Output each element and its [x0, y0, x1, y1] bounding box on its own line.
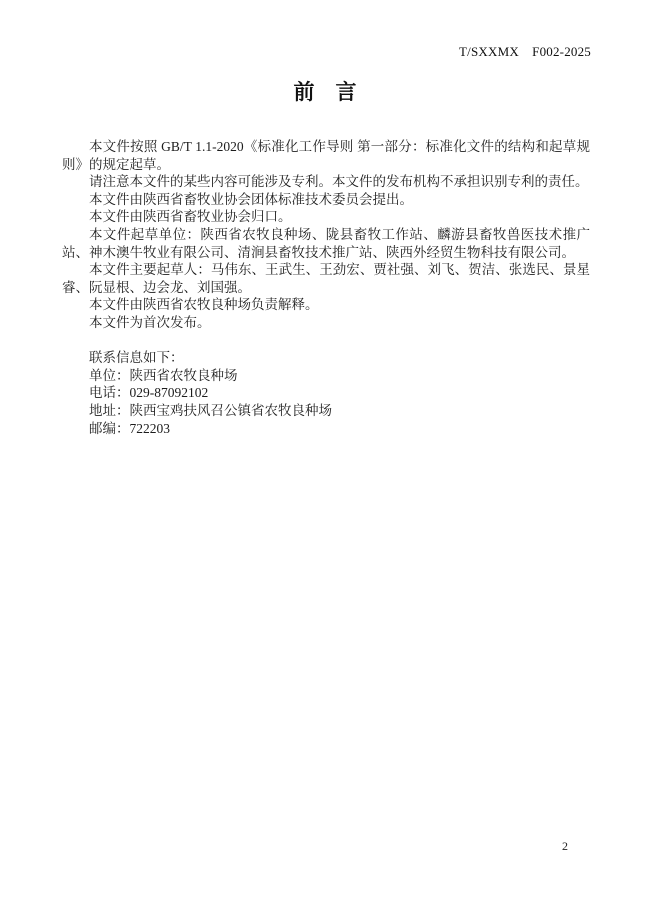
paragraph-proposed-by: 本文件由陕西省畜牧业协会团体标准技术委员会提出。 [89, 191, 413, 207]
contact-unit: 单位：陕西省农牧良种场 [89, 367, 238, 383]
paragraph-patent-notice: 请注意本文件的某些内容可能涉及专利。本文件的发布机构不承担识别专利的责任。 [89, 174, 589, 190]
paragraph-drafting-organizations: 本文件起草单位：陕西省农牧良种场、陇县畜牧工作站、麟游县畜牧兽医技术推广站、神木澳牛牧业有限公司、清涧县畜牧技术推广站、陕西外经贸生物科技有限公司。 [62, 226, 590, 260]
paragraph-interpretation: 本文件由陕西省农牧良种场负责解释。 [89, 297, 319, 313]
paragraph-main-drafters: 本文件主要起草人：马伟东、王武生、王劲宏、贾社强、刘飞、贺洁、张选民、景星睿、阮显根、边会龙、刘国强。 [62, 262, 590, 295]
contact-postcode: 邮编：722203 [89, 420, 170, 436]
standard-code: T/SXXMX F002-2025 [459, 44, 591, 59]
page-number: 2 [562, 839, 568, 853]
paragraph-drafting-basis: 本文件按照 GB/T 1.1-2020《标准化工作导则 第一部分：标准化文件的结构和起草规则》的规定起草。 [62, 139, 590, 172]
paragraph-centralized-by: 本文件由陕西省畜牧业协会归口。 [89, 209, 292, 225]
contact-address: 地址：陕西宝鸡扶风召公镇省农牧良种场 [89, 402, 332, 418]
contact-block [62, 349, 590, 437]
contact-phone: 电话：029-87092102 [89, 385, 209, 401]
paragraph-first-issue: 本文件为首次发布。 [89, 314, 211, 330]
body-text [62, 138, 590, 437]
contact-intro: 联系信息如下： [89, 350, 184, 366]
page-title: 前 言 [293, 81, 357, 104]
